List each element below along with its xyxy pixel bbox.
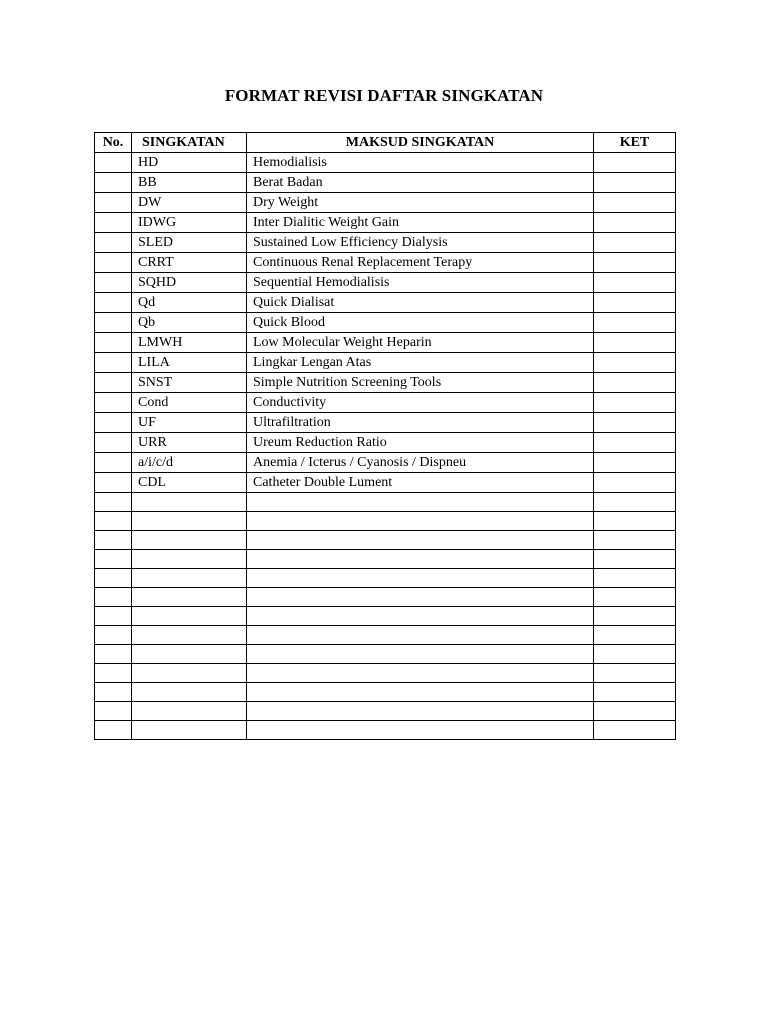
cell-no	[95, 664, 132, 683]
table-row	[95, 433, 676, 453]
table-row	[95, 313, 676, 333]
cell-note	[594, 273, 676, 293]
cell-abbreviation	[132, 569, 247, 588]
table-row	[95, 253, 676, 273]
cell-abbreviation	[132, 626, 247, 645]
cell-abbreviation	[132, 531, 247, 550]
table-row	[95, 153, 676, 173]
table-row	[95, 493, 676, 512]
cell-note	[594, 588, 676, 607]
cell-no	[95, 493, 132, 512]
cell-note	[594, 683, 676, 702]
table-row	[95, 550, 676, 569]
cell-abbreviation	[132, 645, 247, 664]
cell-note	[594, 626, 676, 645]
table-row	[95, 626, 676, 645]
cell-note	[594, 393, 676, 413]
cell-no	[95, 173, 132, 193]
cell-no	[95, 569, 132, 588]
table-row	[95, 293, 676, 313]
cell-no	[95, 453, 132, 473]
cell-abbreviation: SQHD	[132, 273, 247, 293]
header-abbreviation: SINGKATAN	[132, 133, 247, 153]
cell-no	[95, 433, 132, 453]
cell-no	[95, 233, 132, 253]
cell-meaning	[247, 531, 594, 550]
cell-no	[95, 213, 132, 233]
cell-no	[95, 473, 132, 493]
cell-no	[95, 702, 132, 721]
cell-meaning: Hemodialisis	[247, 153, 594, 173]
cell-abbreviation: LILA	[132, 353, 247, 373]
cell-abbreviation	[132, 550, 247, 569]
cell-abbreviation: HD	[132, 153, 247, 173]
cell-no	[95, 273, 132, 293]
header-no: No.	[95, 133, 132, 153]
cell-note	[594, 333, 676, 353]
table-header	[95, 133, 676, 153]
cell-abbreviation: a/i/c/d	[132, 453, 247, 473]
abbreviation-table	[94, 132, 676, 740]
cell-meaning: Quick Blood	[247, 313, 594, 333]
cell-note	[594, 173, 676, 193]
cell-note	[594, 433, 676, 453]
table-row	[95, 664, 676, 683]
cell-no	[95, 721, 132, 740]
cell-no	[95, 293, 132, 313]
cell-abbreviation	[132, 683, 247, 702]
cell-meaning	[247, 550, 594, 569]
cell-abbreviation	[132, 493, 247, 512]
cell-note	[594, 193, 676, 213]
table-body	[95, 153, 676, 740]
table-row	[95, 453, 676, 473]
table-row	[95, 645, 676, 664]
table-row	[95, 702, 676, 721]
cell-note	[594, 645, 676, 664]
table-row	[95, 173, 676, 193]
cell-meaning	[247, 569, 594, 588]
header-note: KET	[594, 133, 676, 153]
table-row	[95, 721, 676, 740]
cell-meaning: Anemia / Icterus / Cyanosis / Dispneu	[247, 453, 594, 473]
cell-meaning: Low Molecular Weight Heparin	[247, 333, 594, 353]
cell-meaning	[247, 493, 594, 512]
cell-meaning	[247, 683, 594, 702]
cell-abbreviation: SLED	[132, 233, 247, 253]
table-row	[95, 473, 676, 493]
cell-note	[594, 493, 676, 512]
header-row	[95, 133, 676, 153]
cell-no	[95, 193, 132, 213]
table-row	[95, 353, 676, 373]
cell-note	[594, 550, 676, 569]
cell-no	[95, 588, 132, 607]
cell-no	[95, 531, 132, 550]
cell-note	[594, 607, 676, 626]
cell-meaning: Ultrafiltration	[247, 413, 594, 433]
cell-meaning	[247, 702, 594, 721]
cell-meaning	[247, 588, 594, 607]
cell-note	[594, 531, 676, 550]
cell-note	[594, 512, 676, 531]
cell-meaning: Sustained Low Efficiency Dialysis	[247, 233, 594, 253]
cell-abbreviation	[132, 607, 247, 626]
cell-note	[594, 453, 676, 473]
table-row	[95, 531, 676, 550]
cell-abbreviation: CRRT	[132, 253, 247, 273]
cell-note	[594, 253, 676, 273]
cell-no	[95, 333, 132, 353]
table-row	[95, 569, 676, 588]
cell-abbreviation: UF	[132, 413, 247, 433]
cell-no	[95, 550, 132, 569]
cell-abbreviation: LMWH	[132, 333, 247, 353]
cell-abbreviation: BB	[132, 173, 247, 193]
cell-meaning	[247, 645, 594, 664]
cell-meaning	[247, 721, 594, 740]
table-row	[95, 213, 676, 233]
cell-abbreviation	[132, 702, 247, 721]
cell-abbreviation: Qd	[132, 293, 247, 313]
table-row	[95, 588, 676, 607]
cell-meaning: Ureum Reduction Ratio	[247, 433, 594, 453]
cell-no	[95, 607, 132, 626]
cell-meaning: Dry Weight	[247, 193, 594, 213]
cell-note	[594, 413, 676, 433]
cell-meaning: Continuous Renal Replacement Terapy	[247, 253, 594, 273]
cell-abbreviation	[132, 721, 247, 740]
header-meaning: MAKSUD SINGKATAN	[247, 133, 594, 153]
cell-abbreviation: URR	[132, 433, 247, 453]
cell-note	[594, 313, 676, 333]
table-row	[95, 683, 676, 702]
cell-abbreviation: Qb	[132, 313, 247, 333]
cell-note	[594, 213, 676, 233]
cell-no	[95, 512, 132, 531]
cell-no	[95, 153, 132, 173]
cell-note	[594, 233, 676, 253]
table-row	[95, 413, 676, 433]
cell-note	[594, 153, 676, 173]
cell-no	[95, 353, 132, 373]
cell-no	[95, 253, 132, 273]
cell-meaning: Simple Nutrition Screening Tools	[247, 373, 594, 393]
cell-no	[95, 645, 132, 664]
cell-abbreviation: Cond	[132, 393, 247, 413]
cell-meaning: Inter Dialitic Weight Gain	[247, 213, 594, 233]
cell-note	[594, 353, 676, 373]
cell-no	[95, 373, 132, 393]
cell-meaning: Conductivity	[247, 393, 594, 413]
cell-abbreviation: DW	[132, 193, 247, 213]
table-row	[95, 373, 676, 393]
cell-meaning	[247, 664, 594, 683]
table-row	[95, 607, 676, 626]
cell-note	[594, 373, 676, 393]
table-row	[95, 233, 676, 253]
cell-note	[594, 721, 676, 740]
cell-abbreviation	[132, 512, 247, 531]
cell-no	[95, 683, 132, 702]
cell-meaning: Catheter Double Lument	[247, 473, 594, 493]
cell-note	[594, 702, 676, 721]
cell-meaning	[247, 512, 594, 531]
cell-no	[95, 393, 132, 413]
cell-meaning: Quick Dialisat	[247, 293, 594, 313]
table-row	[95, 193, 676, 213]
cell-no	[95, 313, 132, 333]
cell-no	[95, 413, 132, 433]
cell-abbreviation	[132, 664, 247, 683]
cell-meaning	[247, 607, 594, 626]
table-row	[95, 333, 676, 353]
cell-meaning	[247, 626, 594, 645]
cell-meaning: Lingkar Lengan Atas	[247, 353, 594, 373]
page-title: FORMAT REVISI DAFTAR SINGKATAN	[224, 86, 544, 105]
cell-note	[594, 473, 676, 493]
cell-abbreviation: IDWG	[132, 213, 247, 233]
cell-note	[594, 293, 676, 313]
cell-abbreviation: CDL	[132, 473, 247, 493]
table-row	[95, 512, 676, 531]
cell-abbreviation: SNST	[132, 373, 247, 393]
table-row	[95, 273, 676, 293]
cell-note	[594, 569, 676, 588]
cell-abbreviation	[132, 588, 247, 607]
cell-meaning: Berat Badan	[247, 173, 594, 193]
table-row	[95, 393, 676, 413]
cell-meaning: Sequential Hemodialisis	[247, 273, 594, 293]
cell-no	[95, 626, 132, 645]
cell-note	[594, 664, 676, 683]
